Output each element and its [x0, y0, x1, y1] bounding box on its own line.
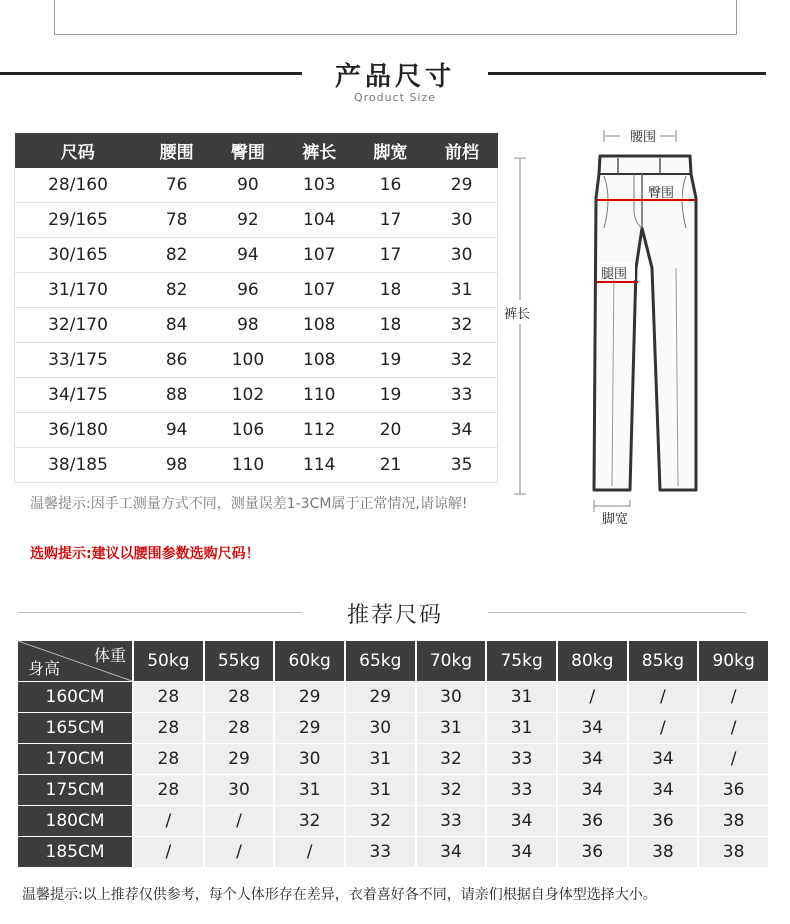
size-row: [15, 238, 498, 273]
recommend-cell: 36: [558, 837, 627, 867]
bottom-tip: 温馨提示:以上推荐仅供参考，每个人体形存在差异，衣着喜好各不同，请亲们根据自身体型选择大小。: [22, 887, 657, 903]
size-cell: 104: [284, 203, 355, 238]
recommend-cell: 28: [205, 682, 274, 712]
recommend-cell: 31: [487, 682, 556, 712]
recommend-cell: 30: [275, 744, 344, 774]
weight-header: 60kg: [275, 641, 344, 681]
recommend-cell: 34: [558, 744, 627, 774]
size-cell: 107: [284, 273, 355, 308]
recommend-cell: 29: [275, 682, 344, 712]
recommend-cell: 31: [346, 744, 415, 774]
buy-tip: 选购提示:建议以腰围参数选购尺码！: [30, 546, 260, 562]
size-row: [15, 378, 498, 413]
col-rise: 前档: [426, 133, 497, 168]
size-cell: 28/160: [15, 168, 141, 203]
col-hem: 脚宽: [355, 133, 426, 168]
size-cell: 98: [212, 308, 283, 343]
recommend-cell: 29: [346, 682, 415, 712]
recommend-cell: 29: [205, 744, 274, 774]
size-row: [15, 448, 498, 483]
size-cell: 100: [212, 343, 283, 378]
size-cell: 17: [355, 203, 426, 238]
size-cell: 30/165: [15, 238, 141, 273]
height-header: 180CM: [18, 806, 132, 836]
corner-height-label: 身高: [28, 659, 61, 678]
size-cell: 84: [141, 308, 212, 343]
weight-header: 75kg: [487, 641, 556, 681]
size-cell: 102: [212, 378, 283, 413]
size-cell: 112: [284, 413, 355, 448]
size-cell: 108: [284, 343, 355, 378]
size-table: [14, 133, 498, 483]
title-rule-right: [488, 72, 766, 75]
recommend-cell: 28: [134, 682, 203, 712]
height-header: 175CM: [18, 775, 132, 805]
size-cell: 19: [355, 343, 426, 378]
size-cell: 32/170: [15, 308, 141, 343]
col-hip: 臀围: [212, 133, 283, 168]
size-cell: 21: [355, 448, 426, 483]
size-row: [15, 168, 498, 203]
size-cell: 107: [284, 238, 355, 273]
weight-header: 85kg: [629, 641, 698, 681]
hip-label: 臀围: [648, 186, 675, 201]
size-cell: 34: [426, 413, 497, 448]
recommend-cell: 32: [417, 744, 486, 774]
page-subtitle: Qroduct Size: [353, 91, 437, 104]
recommend-cell: /: [629, 682, 698, 712]
recommend-cell: 33: [417, 806, 486, 836]
size-cell: 92: [212, 203, 283, 238]
recommend-cell: 28: [134, 713, 203, 743]
recommend-cell: 38: [699, 806, 768, 836]
size-row: [15, 308, 498, 343]
size-cell: 17: [355, 238, 426, 273]
recommend-cell: 31: [346, 775, 415, 805]
size-cell: 18: [355, 273, 426, 308]
corner-weight-label: 体重: [93, 646, 126, 665]
size-cell: 29: [426, 168, 497, 203]
size-cell: 88: [141, 378, 212, 413]
pants-diagram: [500, 118, 740, 538]
page-title: 产品尺寸: [334, 62, 455, 92]
height-header: 160CM: [18, 682, 132, 712]
recommend-row: [18, 775, 768, 805]
size-table-header: [15, 133, 498, 168]
weight-header: 50kg: [134, 641, 203, 681]
size-cell: 31/170: [15, 273, 141, 308]
recommend-cell: 31: [417, 713, 486, 743]
recommend-cell: /: [629, 713, 698, 743]
size-cell: 16: [355, 168, 426, 203]
recommend-cell: /: [205, 806, 274, 836]
recommend-row: [18, 806, 768, 836]
recommend-row: [18, 744, 768, 774]
size-cell: 36/180: [15, 413, 141, 448]
recommend-cell: /: [699, 713, 768, 743]
size-cell: 20: [355, 413, 426, 448]
size-cell: 106: [212, 413, 283, 448]
size-cell: 33/175: [15, 343, 141, 378]
measure-tip: 温馨提示:因手工测量方式不同，测量误差1-3CM属于正常情况,请谅解!: [30, 496, 468, 512]
recommend-cell: /: [205, 837, 274, 867]
recommend-header: [18, 641, 768, 681]
weight-header: 55kg: [205, 641, 274, 681]
recommend-cell: 33: [487, 744, 556, 774]
recommend-cell: 34: [629, 744, 698, 774]
length-label: 裤长: [504, 307, 531, 322]
recommend-cell: 32: [275, 806, 344, 836]
recommend-cell: 36: [629, 806, 698, 836]
recommend-cell: 38: [629, 837, 698, 867]
recommend-cell: /: [699, 682, 768, 712]
weight-header: 90kg: [699, 641, 768, 681]
recommend-cell: 34: [417, 837, 486, 867]
size-cell: 33: [426, 378, 497, 413]
recommend-cell: 28: [134, 775, 203, 805]
size-cell: 103: [284, 168, 355, 203]
corner-cell: [18, 641, 132, 681]
recommend-cell: 34: [558, 713, 627, 743]
recommend-cell: 30: [346, 713, 415, 743]
height-header: 165CM: [18, 713, 132, 743]
recommend-cell: 33: [487, 775, 556, 805]
size-cell: 82: [141, 273, 212, 308]
col-length: 裤长: [284, 133, 355, 168]
recommend-cell: 34: [487, 806, 556, 836]
size-cell: 38/185: [15, 448, 141, 483]
recommend-cell: /: [134, 837, 203, 867]
size-cell: 18: [355, 308, 426, 343]
recommend-cell: /: [699, 744, 768, 774]
recommend-row: [18, 682, 768, 712]
size-cell: 98: [141, 448, 212, 483]
recommend-cell: 33: [346, 837, 415, 867]
size-cell: 76: [141, 168, 212, 203]
title-rule-left: [0, 72, 302, 75]
size-cell: 34/175: [15, 378, 141, 413]
recommend-cell: 28: [134, 744, 203, 774]
recommend-title: 推荐尺码: [346, 603, 443, 628]
recommend-cell: /: [558, 682, 627, 712]
col-size: 尺码: [15, 133, 141, 168]
recommend-cell: 30: [417, 682, 486, 712]
size-cell: 110: [212, 448, 283, 483]
thigh-label: 腿围: [601, 267, 628, 282]
recommend-cell: 30: [205, 775, 274, 805]
recommend-cell: 34: [558, 775, 627, 805]
recommend-cell: 31: [275, 775, 344, 805]
size-cell: 96: [212, 273, 283, 308]
recommend-cell: /: [275, 837, 344, 867]
waist-label: 腰围: [630, 130, 657, 145]
size-cell: 78: [141, 203, 212, 238]
size-cell: 19: [355, 378, 426, 413]
rec-rule-left: [18, 612, 302, 613]
recommend-cell: 38: [699, 837, 768, 867]
col-waist: 腰围: [141, 133, 212, 168]
recommend-cell: 34: [629, 775, 698, 805]
recommend-cell: /: [134, 806, 203, 836]
rec-rule-right: [488, 612, 746, 613]
size-cell: 32: [426, 308, 497, 343]
size-cell: 30: [426, 203, 497, 238]
height-header: 170CM: [18, 744, 132, 774]
size-cell: 82: [141, 238, 212, 273]
size-cell: 35: [426, 448, 497, 483]
size-row: [15, 273, 498, 308]
size-row: [15, 413, 498, 448]
recommend-row: [18, 713, 768, 743]
size-row: [15, 203, 498, 238]
weight-header: 65kg: [346, 641, 415, 681]
size-cell: 86: [141, 343, 212, 378]
size-cell: 94: [212, 238, 283, 273]
weight-header: 80kg: [558, 641, 627, 681]
recommend-row: [18, 837, 768, 867]
recommend-cell: 36: [558, 806, 627, 836]
size-cell: 108: [284, 308, 355, 343]
size-row: [15, 343, 498, 378]
size-cell: 94: [141, 413, 212, 448]
size-cell: 114: [284, 448, 355, 483]
size-cell: 31: [426, 273, 497, 308]
size-cell: 29/165: [15, 203, 141, 238]
recommend-cell: 28: [205, 713, 274, 743]
weight-header: 70kg: [417, 641, 486, 681]
size-cell: 90: [212, 168, 283, 203]
recommend-table: [16, 640, 770, 868]
recommend-cell: 34: [487, 837, 556, 867]
recommend-cell: 32: [417, 775, 486, 805]
top-frame: [54, 0, 737, 35]
size-cell: 30: [426, 238, 497, 273]
recommend-cell: 29: [275, 713, 344, 743]
size-cell: 110: [284, 378, 355, 413]
hem-label: 脚宽: [602, 512, 629, 527]
height-header: 185CM: [18, 837, 132, 867]
recommend-cell: 31: [487, 713, 556, 743]
size-cell: 32: [426, 343, 497, 378]
recommend-cell: 36: [699, 775, 768, 805]
recommend-cell: 32: [346, 806, 415, 836]
